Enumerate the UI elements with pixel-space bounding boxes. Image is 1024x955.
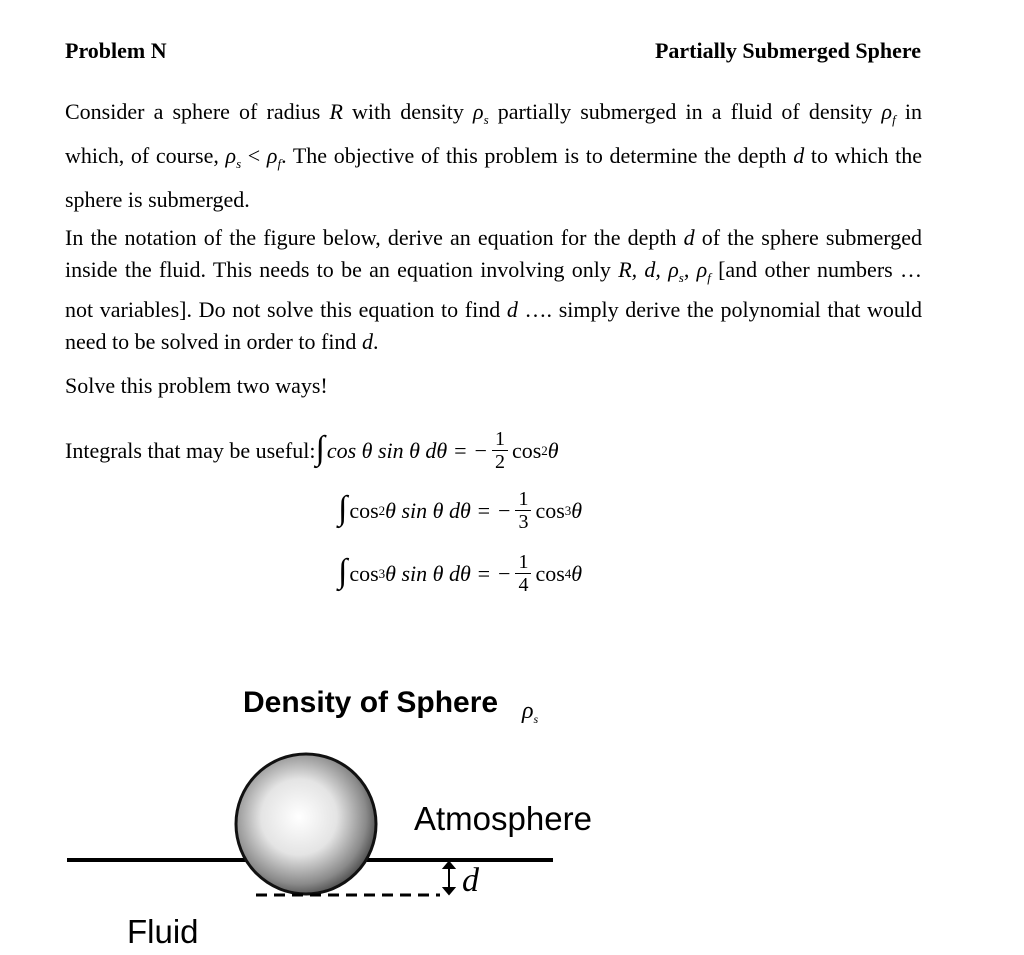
integral-equation-3: ∫ cos 3 θ sin θ dθ = − $\frac{1}{4}$ cos 4 θ bbox=[338, 551, 583, 596]
integral-equation-1: Integrals that may be useful: ∫ cos θ sin θ dθ = − $\frac{1}{2}$ cos 2 θ bbox=[65, 428, 559, 473]
integral-equation-2: ∫ cos 2 θ sin θ dθ = − $\frac{1}{3}$ cos 3 θ bbox=[338, 488, 583, 533]
paragraph-task: In the notation of the figure below, derive an equation for the depth d of the sphere submerged inside the fluid. This needs to be an equation involving only R, d, $\rho_s$, $\rho_f$ [and other numbers … not variables]. Do not solve this equation to find d …. simply derive the polynomial that would need to be solved in order to find d. bbox=[65, 225, 923, 354]
figure-title: Density of Sphere bbox=[243, 686, 499, 719]
fluid-label: Fluid bbox=[127, 913, 199, 950]
atmosphere-label: Atmosphere bbox=[414, 800, 592, 837]
figure-density-symbol: $\rho_s$ bbox=[522, 698, 539, 726]
paragraph-instruction: Solve this problem two ways! bbox=[65, 373, 328, 398]
problem-title: Partially Submerged Sphere bbox=[654, 38, 921, 63]
sphere bbox=[236, 754, 376, 894]
paragraph-intro: Consider a sphere of radius R with density $\rho_s$ partially submerged in a fluid of density $\rho_f$ in which, of course, $\rho_s < \rho_f$. The objective of this problem is to determine the depth d to which the sphere is submerged. bbox=[65, 99, 922, 212]
depth-label: d bbox=[462, 862, 479, 899]
depth-arrow bbox=[444, 862, 454, 894]
problem-label: Problem N bbox=[65, 38, 167, 63]
